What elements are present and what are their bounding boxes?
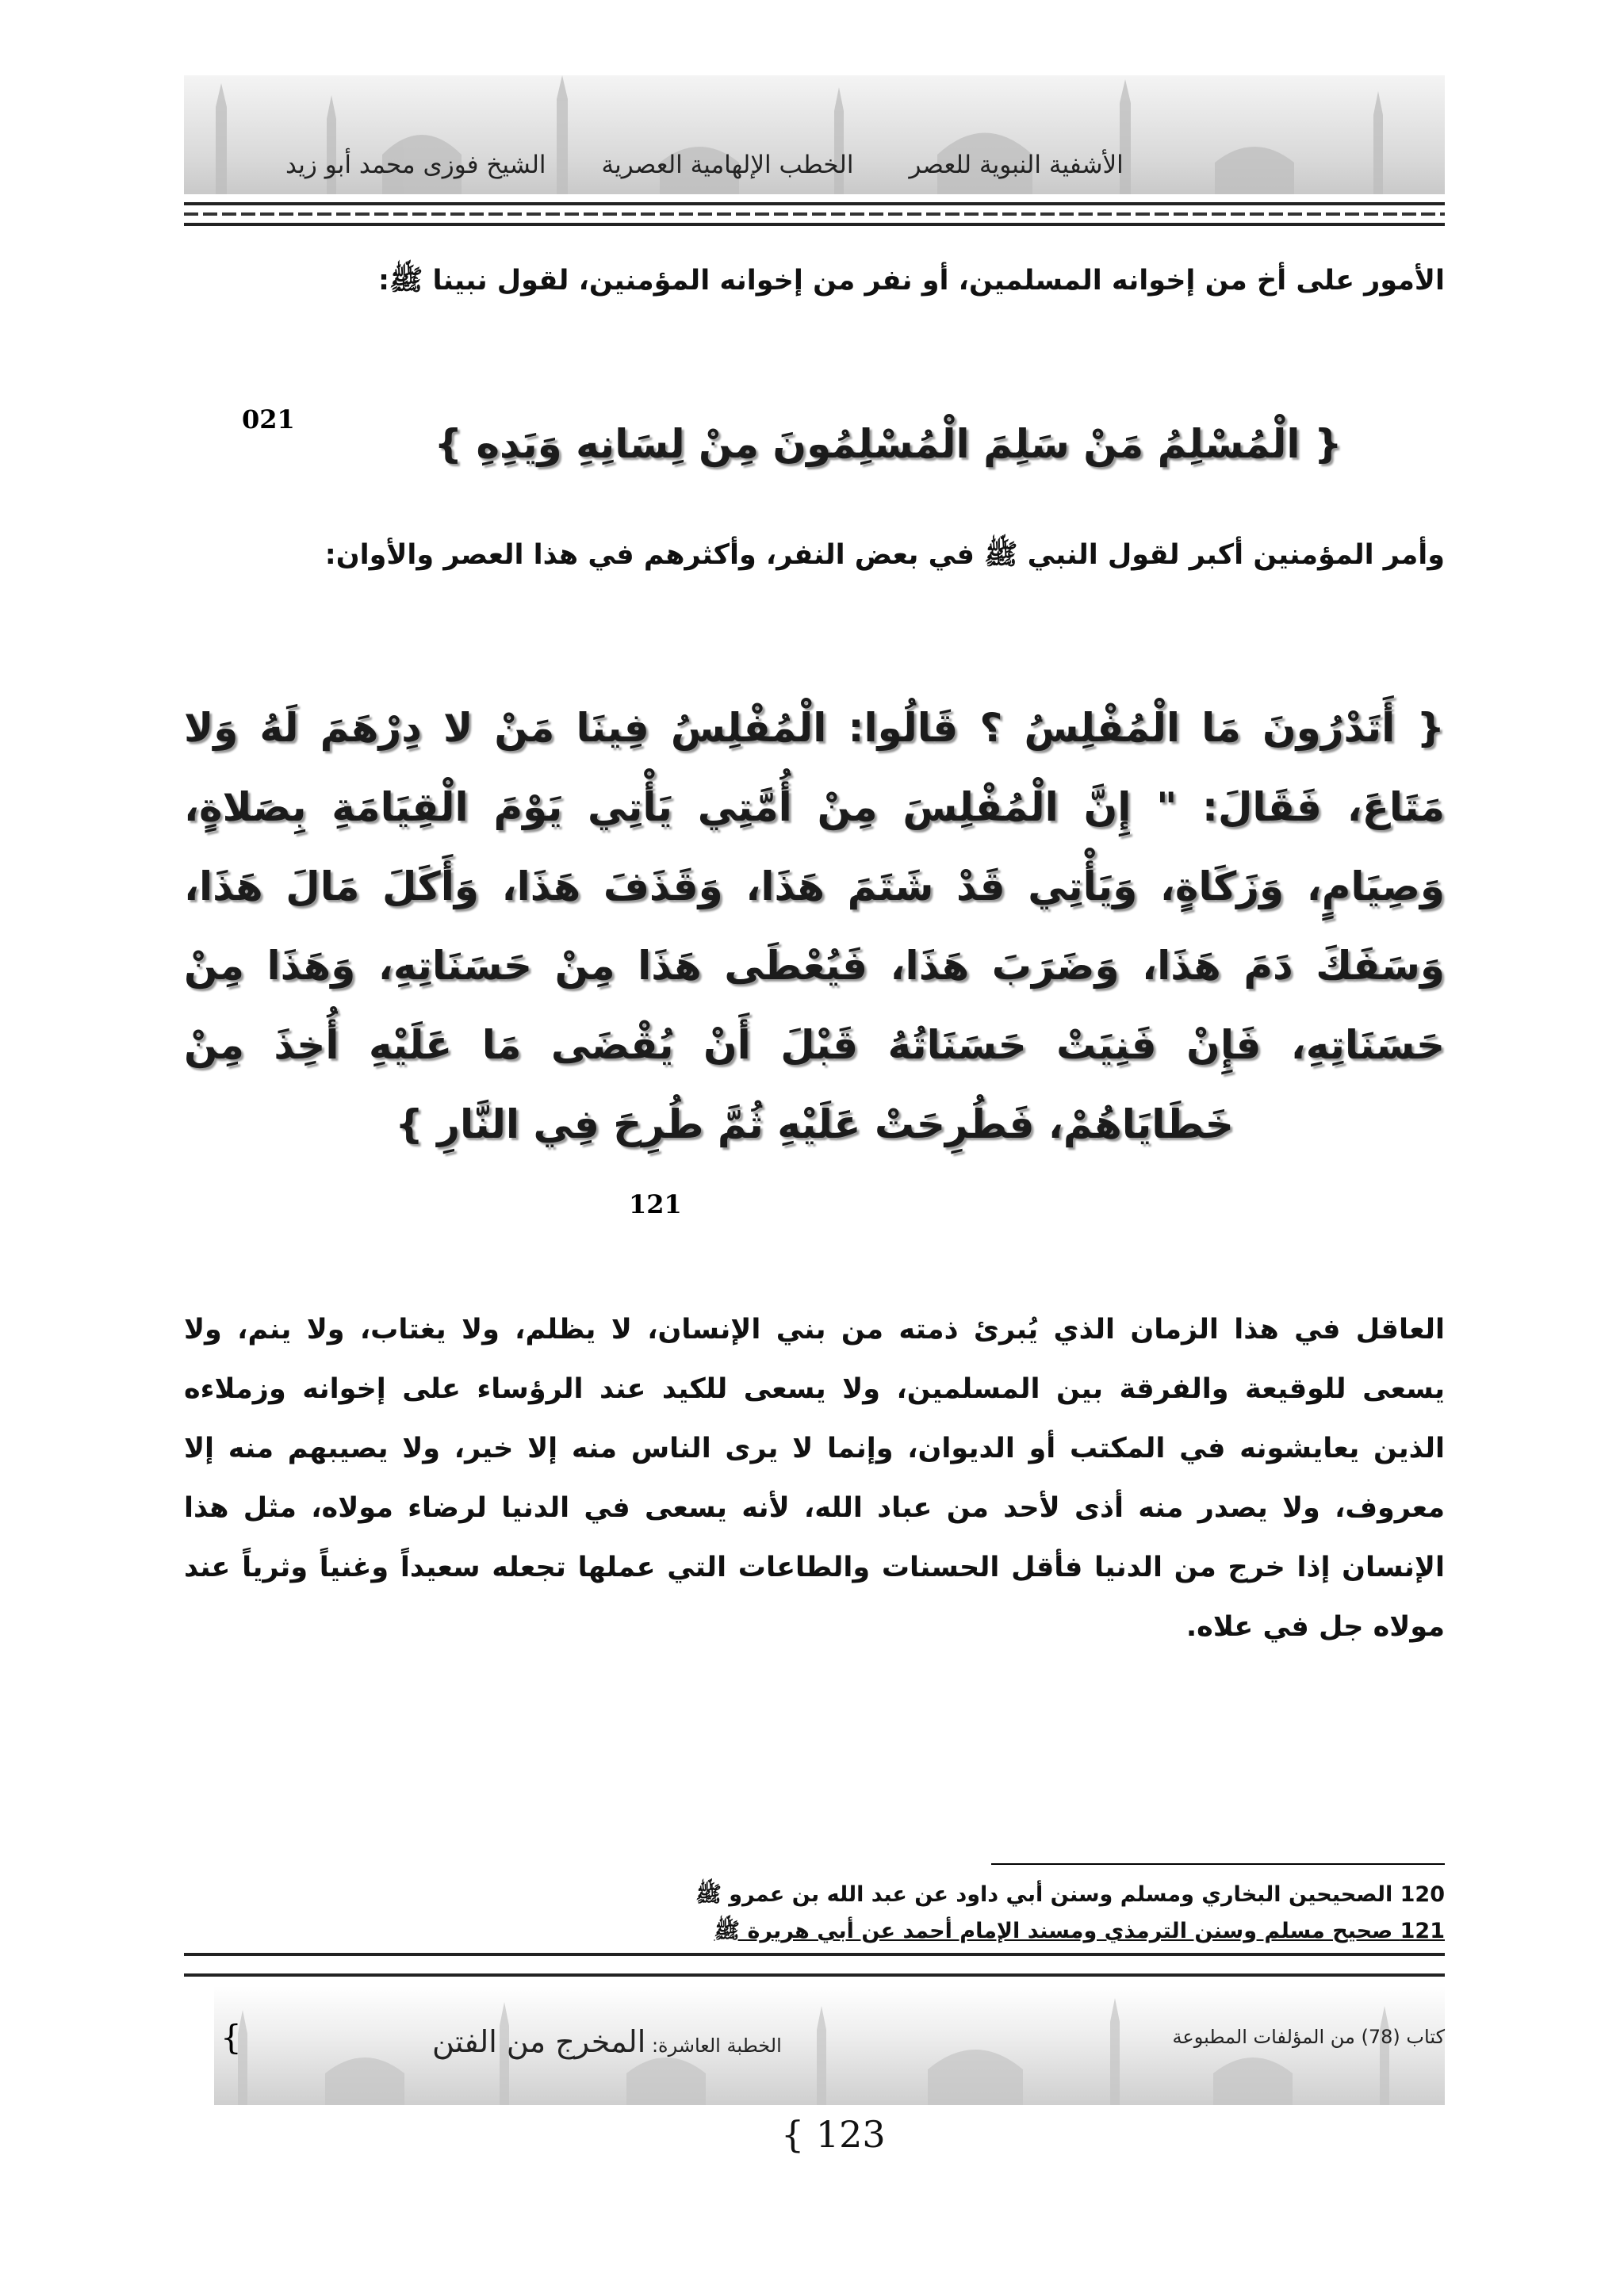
footer-sermon-label: الخطبة العاشرة: [651,2035,782,2057]
footnote-separator [991,1863,1445,1865]
paragraph-1: الأمور على أخ من إخوانه المسلمين، أو نفر من إخوانه المؤمنين، لقول نبينا ﷺ: [377,265,1445,297]
header-series: الخطب الإلهامية العصرية [601,151,854,179]
footer-brace: { [220,2018,242,2057]
header-divider [184,202,1445,226]
footnote-120: 120 الصحيحين البخاري ومسلم وسنن أبي داود عن عبد الله بن عمرو ﷺ [695,1882,1445,1907]
footer-divider [184,1953,1445,1977]
header-book-title: الأشفية النبوية للعصر [909,151,1124,179]
running-header [285,151,1434,179]
paragraph-2: وأمر المؤمنين أكبر لقول النبي ﷺ في بعض النفر، وأكثرهم في هذا العصر والأوان: [324,539,1445,571]
hadith-2: { أَتَدْرُونَ مَا الْمُفْلِسُ ؟ قَالُوا: الْمُفْلِسُ فِينَا مَنْ لا دِرْهَمَ لَهُ وَلا مَتَاعَ، فَقَالَ: " إِنَّ الْمُفْلِسَ مِنْ أُمَّتِي يَأْتِي يَوْمَ الْقِيَامَةِ بِصَلاةٍ، وَصِيَامٍ، وَزَكَاةٍ، وَيَأْتِي قَدْ شَتَمَ هَذَا، وَقَذَفَ هَذَا، وَأَكَلَ مَالَ هَذَا، وَسَفَكَ دَمَ هَذَا، وَضَرَبَ هَذَا، فَيُعْطَى هَذَا مِنْ حَسَنَاتِهِ، وَهَذَا مِنْ حَسَنَاتِهِ، فَإِنْ فَنِيَتْ حَسَنَاتُهُ قَبْلَ أَنْ يُقْضَى مَا عَلَيْهِ أُخِذَ مِنْ خَطَايَاهُمْ، فَطُرِحَتْ عَلَيْهِ ثُمَّ طُرِحَ فِي النَّارِ } [184,705,1445,1147]
hadith-1 [333,412,1443,476]
footer-sermon [432,2024,782,2059]
hadith-2-reference: 121 [629,1189,682,1219]
hadith-1-reference: 021 [242,404,295,434]
header-author: الشيخ فوزى محمد أبو زيد [285,151,546,179]
footnote-121: 121 صحيح مسلم وسنن الترمذي ومسند الإمام أحمد عن أبي هريرة ﷺ [714,1919,1445,1943]
footer-sermon-title: المخرج من الفتن [432,2024,646,2059]
page-number: { 123 [781,2113,886,2156]
paragraph-3: العاقل في هذا الزمان الذي يُبرئ ذمته من بني الإنسان، لا يظلم، ولا يغتاب، ولا ينم، ولا يسعى للوقيعة والفرقة بين المسلمين، ولا يسعى للكيد عند الرؤساء على إخوانه وزملاءه الذين يعايشونه في المكتب أو الديوان، وإنما لا يرى الناس منه إلا خير، ولا يصيبهم منه إلا معروف، ولا يصدر منه أذى لأحد من عباد الله، لأنه يسعى في الدنيا لرضاء مولاه، مثل هذا الإنسان إذا خرج من الدنيا فأقل الحسنات والطاعات التي عملها تجعله سعيداً وغنياً وثرياً عند مولاه جل في علاه. [184,1314,1445,1643]
footer-book-info: كتاب (78) من المؤلفات المطبوعة [1172,2026,1445,2048]
hadith-1-text: { الْمُسْلِمُ مَنْ سَلِمَ الْمُسْلِمُونَ مِنْ لِسَانِهِ وَيَدِهِ } [434,421,1342,467]
